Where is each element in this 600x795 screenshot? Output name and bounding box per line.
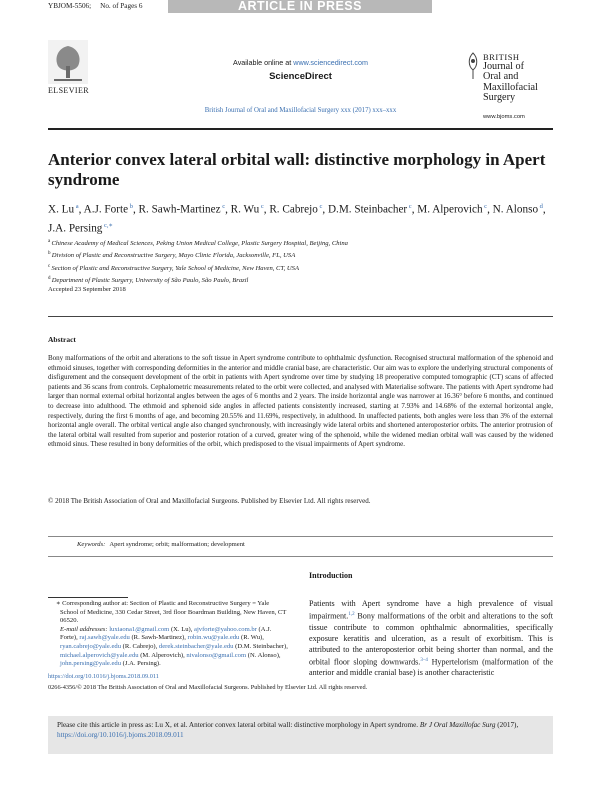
journal-logo-text: BRITISH Journal of Oral and Maxillofacial Surgery xyxy=(483,52,538,103)
author-affiliation-marker[interactable]: c xyxy=(220,203,226,210)
author-affiliation-marker[interactable]: c xyxy=(259,203,264,210)
email-link[interactable]: luxiaona1@gmail.com xyxy=(109,625,170,633)
top-banner xyxy=(0,0,600,13)
abstract-copyright: © 2018 The British Association of Oral and Maxillofacial Surgeons. Published by Elsevier Ltd. All rights reserved. xyxy=(48,497,371,505)
email-owner: (X. Lu), xyxy=(169,625,195,633)
sciencedirect-wordmark: ScienceDirect xyxy=(269,71,332,82)
keywords-label: Keywords: xyxy=(77,541,106,548)
author-affiliation-marker[interactable]: a xyxy=(74,203,79,210)
article-in-press-label: ARTICLE IN PRESS xyxy=(238,0,362,13)
footnote-block xyxy=(48,600,288,669)
affiliation-item: $^b$ Division of Plastic and Reconstructive Surgery, Mayo Clinic Florida, Jacksonville, FL, USA xyxy=(48,251,296,260)
issn-copyright: 0266-4356/© 2018 The British Association of Oral and Maxillofacial Surgeons. Published by Elsevier Ltd. All rights reserved. xyxy=(48,684,368,691)
email-owner: (R. Wu), xyxy=(239,634,264,642)
sciencedirect-link[interactable]: www.sciencedirect.com xyxy=(293,58,368,67)
publisher-name: ELSEVIER xyxy=(48,86,89,95)
citation-ref[interactable]: 3–4 xyxy=(420,657,428,663)
author-affiliation-marker[interactable]: c xyxy=(407,203,412,210)
keywords-text: Apert syndrome; orbit; malformation; development xyxy=(109,541,245,548)
email-owner: (J.A. Persing). xyxy=(121,660,161,668)
email-owner: (D.M. Steinbacher), xyxy=(233,642,288,650)
author-name: R. Sawh-Martinez xyxy=(138,203,221,216)
footnote-rule xyxy=(48,597,128,598)
email-link[interactable]: derek.steinbacher@yale.edu xyxy=(158,642,234,650)
author-name: A.J. Forte xyxy=(83,203,129,216)
author-affiliation-marker[interactable]: d xyxy=(538,203,543,210)
introduction-section xyxy=(309,571,553,678)
manuscript-code xyxy=(48,1,151,11)
email-link[interactable]: raj.sawh@yale.edu xyxy=(79,634,130,642)
email-link[interactable]: ryan.cabrejo@yale.edu xyxy=(60,642,121,650)
citation-doi-link[interactable]: https://doi.org/10.1016/j.bjoms.2018.09.011 xyxy=(57,731,184,739)
author-affiliation-marker[interactable]: c,∗ xyxy=(102,221,113,229)
affiliations xyxy=(48,237,553,287)
keywords-rule-top xyxy=(48,536,553,537)
email-owner: (N. Alonso), xyxy=(247,651,281,659)
email-addresses xyxy=(48,626,288,669)
author-list: X. Lu $^a$, A.J. Forte $^b$, R. Sawh-Martinez $^c$, R. Wu $^c$, R. Cabrejo $^c$, D.M. Steinbacher $^c$, M. Alperovich $^c$, N. Alonso $^d$, J.A. Persing $^{c,∗}$ xyxy=(48,203,546,235)
author-name: D.M. Steinbacher xyxy=(327,203,408,216)
email-link[interactable]: robin.wu@yale.edu xyxy=(187,634,240,642)
citation-box: Please cite this article in press as: Lu X, et al. Anterior convex lateral orbital wall: distinctive morphology in Apert syndrome. Br J Oral Maxillofac Surg (2017), https://doi.org/10.1016/j.bjoms.2018.09.011 xyxy=(48,716,553,754)
journal-url: www.bjoms.com xyxy=(483,114,525,120)
author-name: R. Cabrejo xyxy=(269,203,318,216)
accepted-date: Accepted 23 September 2018 xyxy=(48,286,126,293)
email-owner: (A.J. Forte), xyxy=(60,625,272,642)
email-owner: (R. Cabrejo), xyxy=(122,642,159,650)
abstract-rule xyxy=(48,316,553,317)
introduction-heading: Introduction xyxy=(309,571,353,580)
corresponding-author-note: ∗ Corresponding author at: Section of Plastic and Reconstructive Surgery = Yale School of Medicine, 330 Cedar Street, 3rd floor Boardman Building, New Haven, CT 06520. xyxy=(56,600,287,625)
bjoms-crest-icon xyxy=(466,52,480,80)
author-affiliation-marker[interactable]: c xyxy=(317,203,323,210)
email-link[interactable]: nivalonso@gmail.com xyxy=(186,651,247,659)
author-name: R. Wu xyxy=(230,203,260,216)
introduction-body: Patients with Apert syndrome have a high prevalence of visual impairment.$^{1,2}$ Bony malformations of the orbit and alterations to the soft tissue contribute to common ophthalmic abnormalities, specifically exposure keratitis and ulceration, as a result of exorbitism. This is attributed to the anteroposterior orbit being shorter than normal, and the orbital floor sloping downwards.$^{3-4}$ Hypertelorism (malformation of the anterior and middle cranial base) is another characteristic xyxy=(309,599,553,678)
keywords xyxy=(77,541,245,548)
author-name: X. Lu xyxy=(48,203,75,216)
journal-citation-line[interactable]: British Journal of Oral and Maxillofacial Surgery xxx (2017) xxx–xxx xyxy=(204,107,397,114)
article-doi-link[interactable]: https://doi.org/10.1016/j.bjoms.2018.09.011 xyxy=(48,673,159,680)
email-label: E-mail addresses: xyxy=(60,625,110,633)
affiliation-item: $^d$ Department of Plastic Surgery, University of São Paulo, São Paulo, Brazil xyxy=(48,276,249,285)
author-name: N. Alonso xyxy=(492,203,539,216)
affiliation-item: $^c$ Section of Plastic and Reconstructive Surgery, Yale School of Medicine, New Haven, CT, USA xyxy=(48,263,300,272)
page-count: No. of Pages 6 xyxy=(100,2,143,10)
keywords-rule-bottom xyxy=(48,556,553,557)
author-affiliation-marker[interactable]: b xyxy=(128,203,133,210)
article-title: Anterior convex lateral orbital wall: distinctive morphology in Apert syndrome xyxy=(48,150,546,189)
email-owner: (M. Alperovich), xyxy=(138,651,187,659)
abstract-heading: Abstract xyxy=(48,335,76,344)
affiliation-item: $^a$ Chinese Academy of Medical Sciences, Peking Union Medical College, Plastic Surgery Hospital, Beijing, China xyxy=(48,239,348,248)
author-name: M. Alperovich xyxy=(417,203,483,216)
journal-code: YBJOM-5506; xyxy=(48,2,92,10)
email-link[interactable]: michael.alperovich@yale.edu xyxy=(60,651,139,659)
citation-journal: Br J Oral Maxillofac Surg xyxy=(419,721,496,729)
citation-ref[interactable]: 1,2 xyxy=(348,612,355,617)
author-name: J.A. Persing xyxy=(48,222,103,235)
available-online: Available online at www.sciencedirect.com xyxy=(233,58,368,67)
email-owner: (R. Sawh-Martinez), xyxy=(131,634,188,642)
journal-header xyxy=(48,40,553,125)
abstract-body: Bony malformations of the orbit and alterations to the soft tissue in Apert syndrome contribute to ophthalmic dysfunction. Recognised structural malformation of the sphenoid and ethmoid sinuses, together with corresponding deformities in the anterior and middle cranial base, are characteristic. Our aim was to explore the underlying structural components of disfigurement and the consequent development of the orbit in patients with Apert syndrome over time by studying 18 preoperative computed tomographic (CT) scans of affected patients and 36 scans from controls. Cephalometric measurements related to the orbit were collected, and analysed with Materialise software. The patients with Apert syndrome had larger than normal external orbital horizontal angles between the ages of 6 months and 2 years. The inside horizontal angle was narrower at 16.36° before 6 months, and continued to decrease into adulthood. The ethmoid and sphenoid side angles in affected patients consistently increased, starting at 7.93% and 14.68% of the external horizontal angle, respectively, during the first 6 months of age, and becoming 20.55% and 11.69%, respectively, in adulthood. In unaffected patients, both angles were less than 3% of the external horizontal angle overall. The orbital vertical angle also changed synchronously, with increasingly wide lateral orbits and shortened anteroposterior orbits. The anterior protrusion of the lateral orbital wall resulted from superior and posterior rotation of a curved, greater wing of the sphenoid, while the widened median orbital wall was caused by the widened ethmoid sinus. These resulted in bony deformities of the orbit, which predisposed to the visual impairments of Apert syndrome. xyxy=(48,354,553,449)
email-link[interactable]: ajvforte@yahoo.com.br xyxy=(194,625,257,633)
email-link[interactable]: john.persing@yale.edu xyxy=(60,660,122,668)
author-affiliation-marker[interactable]: c xyxy=(482,203,488,210)
header-rule xyxy=(48,128,553,130)
